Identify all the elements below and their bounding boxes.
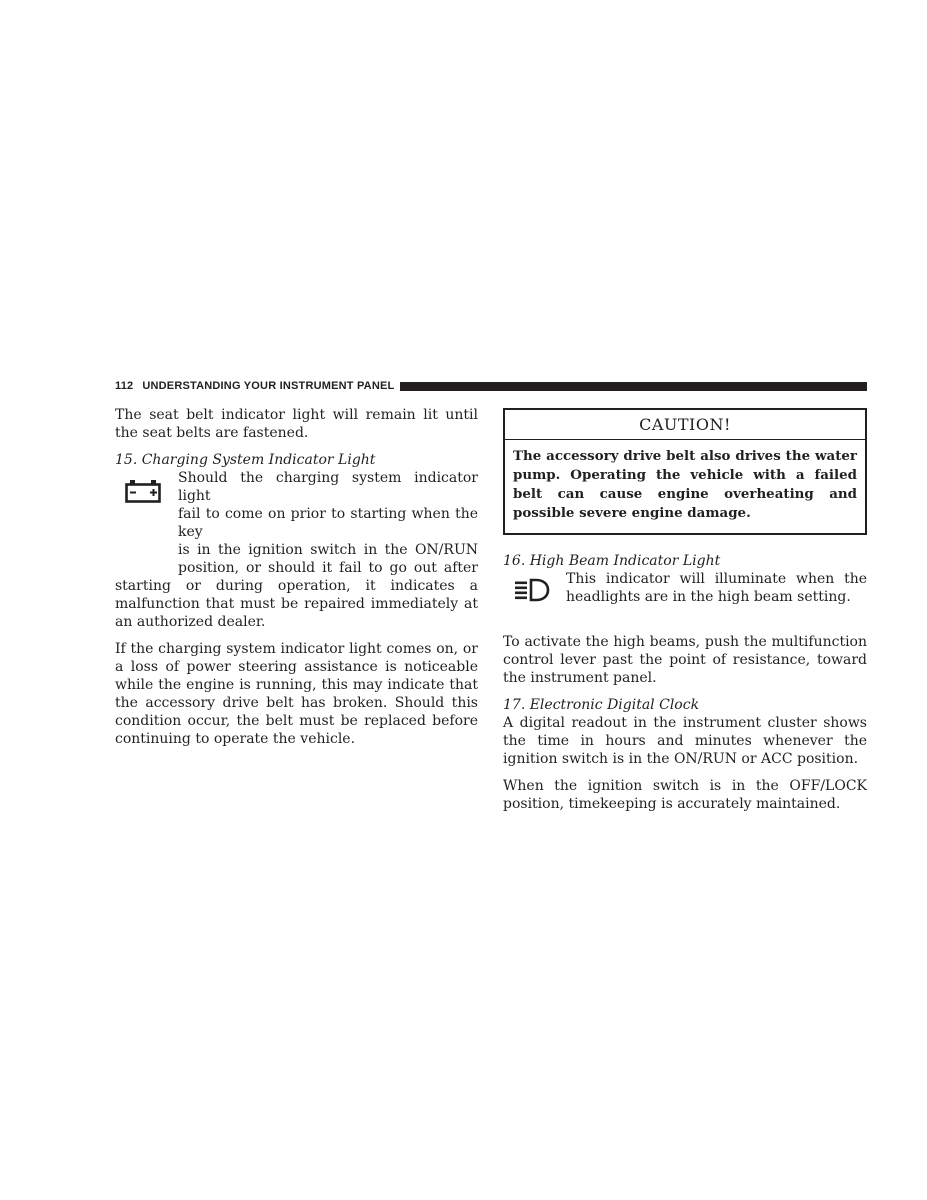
item-15-icon-paragraph [115,469,478,577]
page-header [115,379,867,393]
left-column [115,406,478,748]
item-17-paragraph-1: A digital readout in the instrument cluster shows the time in hours and minutes whenever the ignition switch is in the ON/RUN or ACC position. [503,715,867,767]
item-17-heading: 17. Electronic Digital Clock [503,697,700,713]
item-15-line-4: position, or should it fail to go out after [178,560,478,576]
battery-icon-container [115,469,178,541]
seat-belt-paragraph: The seat belt indicator light will remain lit until the seat belts are fastened. [115,407,478,441]
item-15-line-1: Should the charging system indicator light [178,470,478,504]
item-17-paragraph-2: When the ignition switch is in the OFF/LOCK position, timekeeping is accurately maintained. [503,778,867,812]
item-16-paragraph-2: To activate the high beams, push the multifunction control lever past the point of resistance, toward the instrument panel. [503,634,867,686]
header-rule [400,382,867,391]
item-16-heading: 16. High Beam Indicator Light [503,553,721,569]
section-title: UNDERSTANDING YOUR INSTRUMENT PANEL [142,380,395,392]
page-number: 112 [115,380,134,392]
high-beam-icon-container [503,570,566,642]
high-beam-icon [514,578,550,602]
item-15-line-3: is in the ignition switch in the ON/RUN [178,542,478,558]
item-15-continuation: starting or during operation, it indicates a malfunction that must be repaired immediately at an authorized dealer. [115,578,478,630]
right-column [503,406,867,813]
item-16-text: This indicator will illuminate when the headlights are in the high beam setting. [566,571,867,605]
item-15-line-2: fail to come on prior to starting when the key [178,506,478,540]
item-15-heading: 15. Charging System Indicator Light [115,452,376,468]
caution-box [503,408,867,535]
item-15-paragraph-2: If the charging system indicator light comes on, or a loss of power steering assistance is noticeable while the engine is running, this may indicate that the accessory drive belt has broken. Should this condition occur, the belt must be replaced before continuing to operate the vehicle. [115,641,478,747]
caution-title: CAUTION! [505,410,865,440]
caution-body: The accessory drive belt also drives the water pump. Operating the vehicle with a failed belt can cause engine overheating and possible severe engine damage. [513,448,857,521]
battery-icon [125,479,161,504]
item-16-icon-paragraph [503,570,867,606]
